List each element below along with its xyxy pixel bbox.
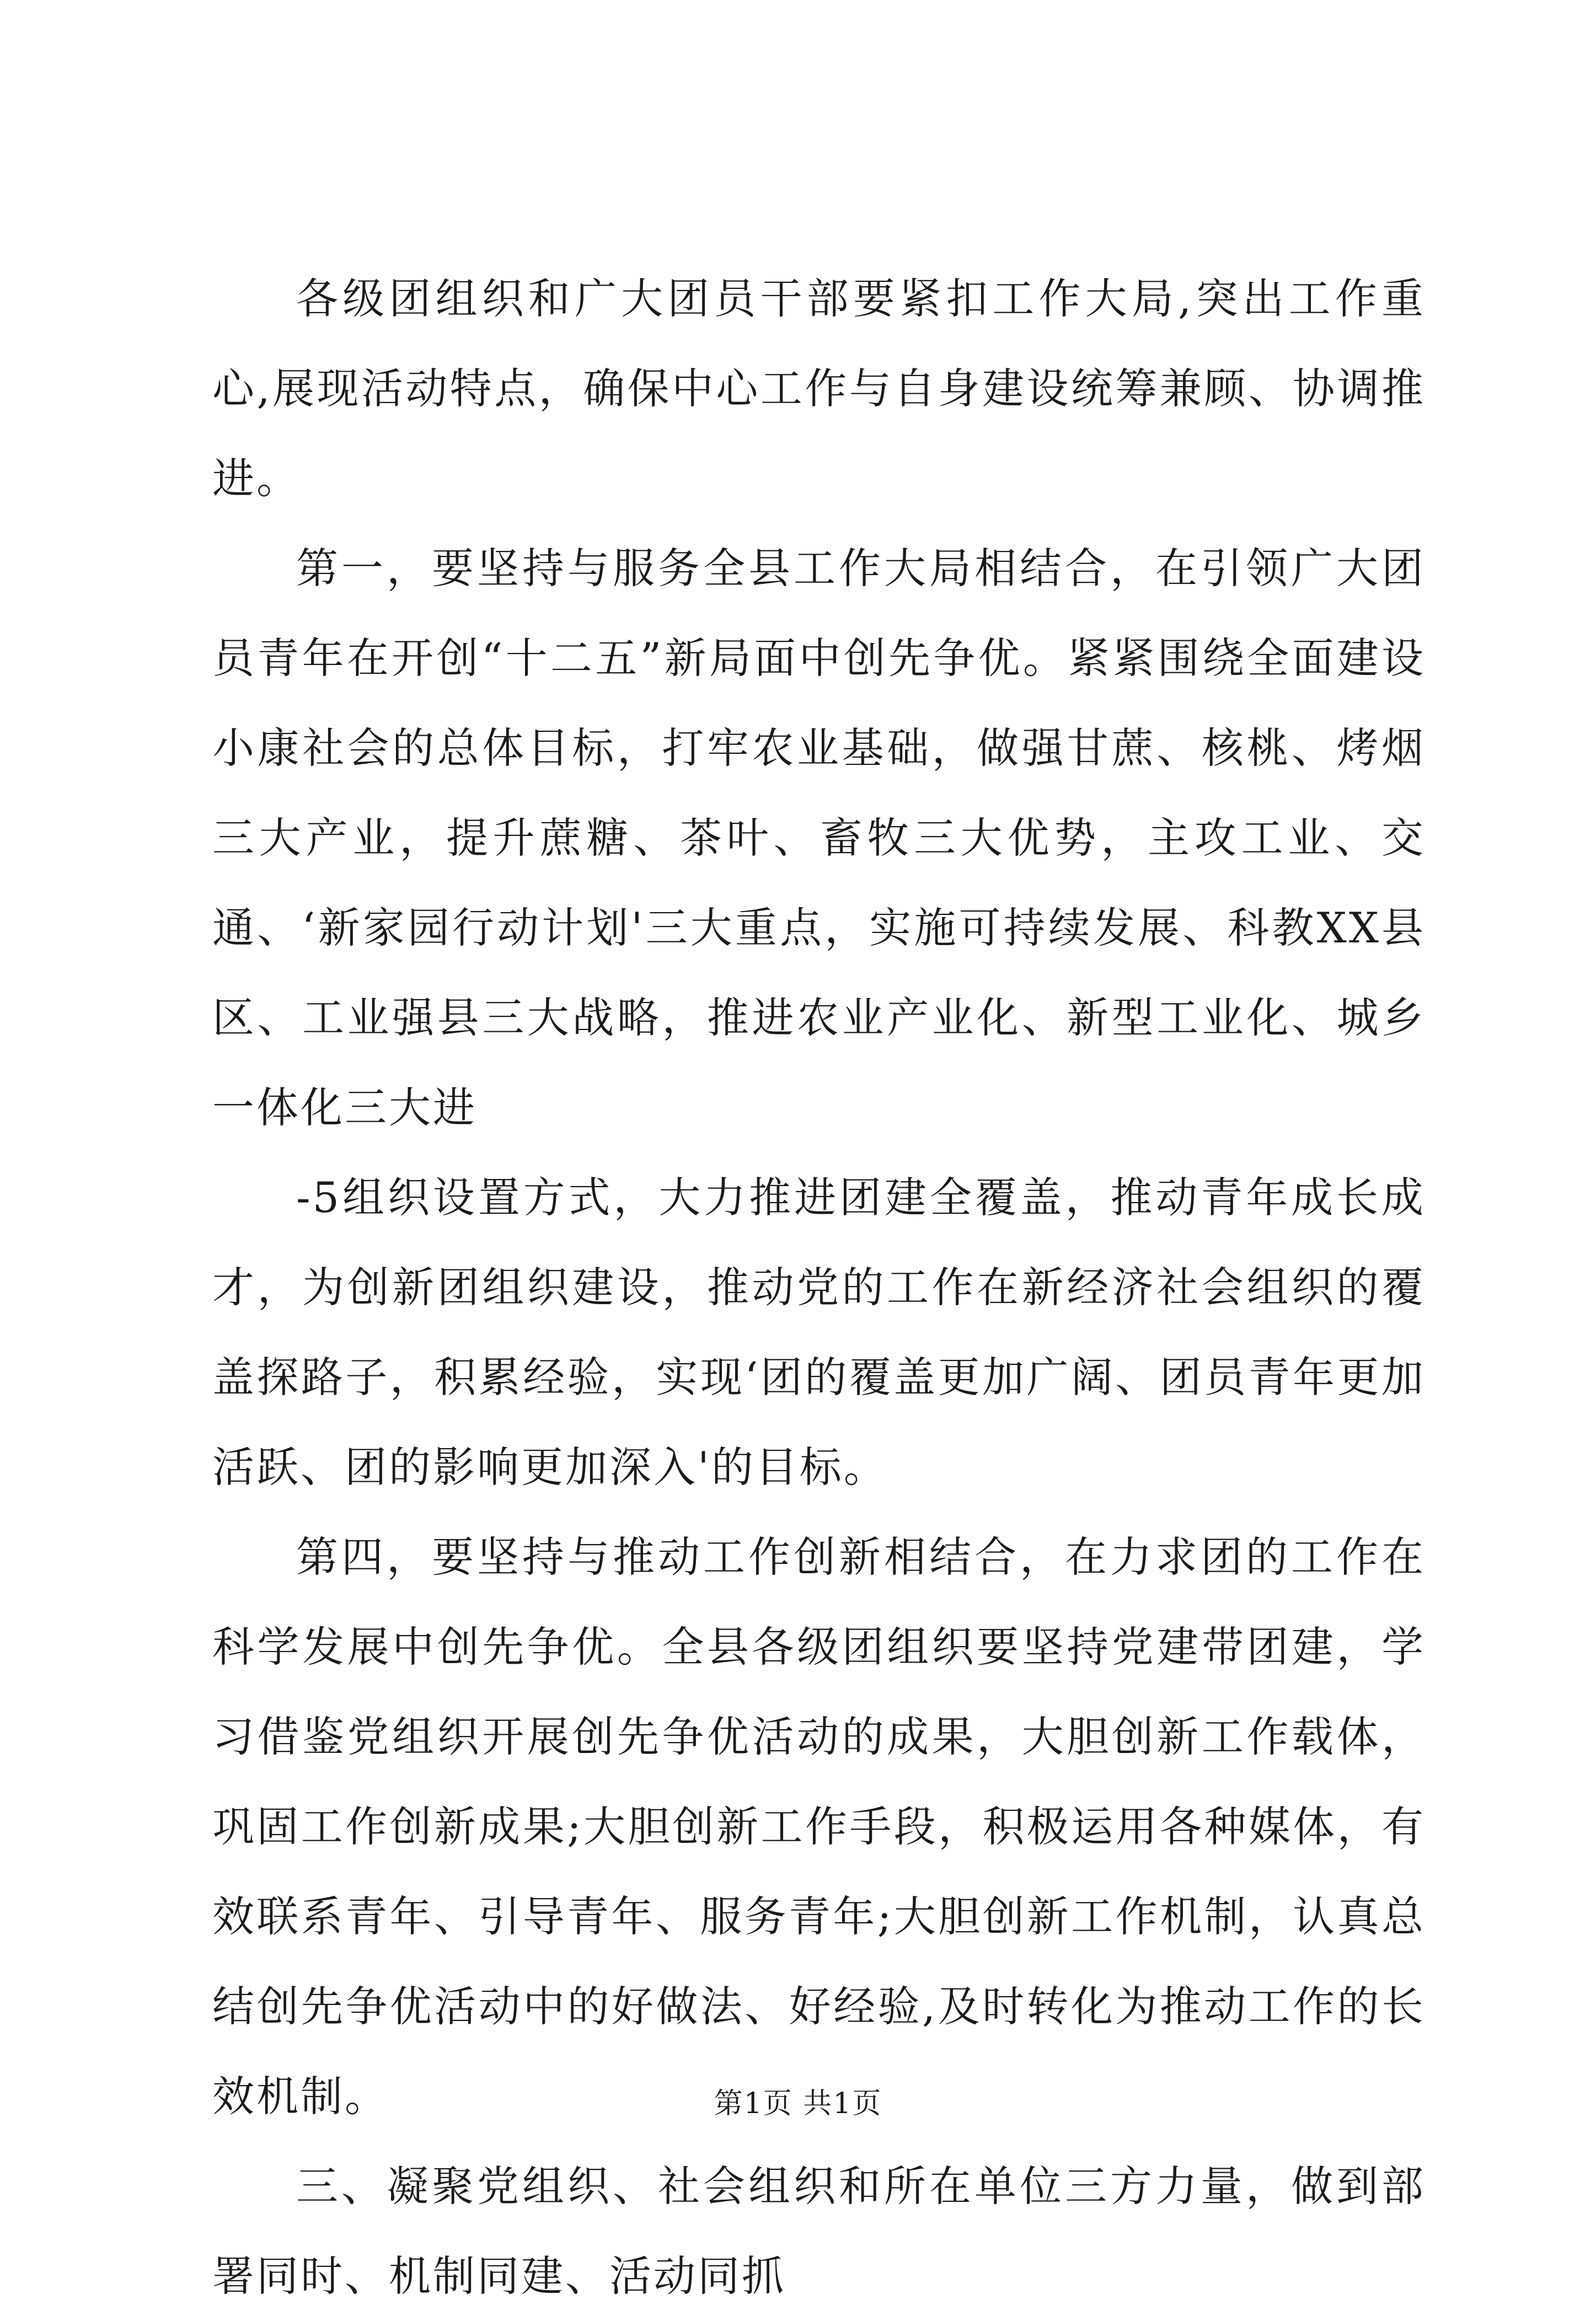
- paragraph-3: -5组织设置方式，大力推进团建全覆盖，推动青年成长成才，为创新团组织建设，推动党的工作在新经济社会组织的覆盖探路子，积累经验，实现‘团的覆盖更加广阔、团员青年更加活跃、团的影响更加深入'的目标。: [212, 1173, 1426, 1492]
- paragraph-4: 第四，要坚持与推动工作创新相结合，在力求团的工作在科学发展中创先争优。全县各级团组织要坚持党建带团建，学习借鉴党组织开展创先争优活动的成果，大胆创新工作载体，巩固工作创新成果;大胆创新工作手段，积极运用各种媒体，有效联系青年、引导青年、服务青年;大胆创新工作机制，认真总结创先争优活动中的好做法、好经验,及时转化为推动工作的长效机制。: [212, 1532, 1426, 2121]
- paragraph-2: 第一，要坚持与服务全县工作大局相结合，在引领广大团员青年在开创“十二五”新局面中创先争优。紧紧围绕全面建设小康社会的总体目标，打牢农业基础，做强甘蔗、核桃、烤烟三大产业，提升蔗糖、茶叶、畜牧三大优势，主攻工业、交通、‘新家园行动计划'三大重点，实施可持续发展、科教XX县区、工业强县三大战略，推进农业产业化、新型工业化、城乡一体化三大进: [212, 544, 1426, 1132]
- page-footer: 第1页 共1页: [714, 2087, 882, 2120]
- paragraph-1: 各级团组织和广大团员干部要紧扣工作大局,突出工作重心,展现活动特点，确保中心工作与自身建设统筹兼顾、协调推进。: [212, 274, 1426, 503]
- document-body: [212, 254, 1426, 2321]
- paragraph-5: 三、凝聚党组织、社会组织和所在单位三方力量，做到部署同时、机制同建、活动同抓: [212, 2162, 1426, 2301]
